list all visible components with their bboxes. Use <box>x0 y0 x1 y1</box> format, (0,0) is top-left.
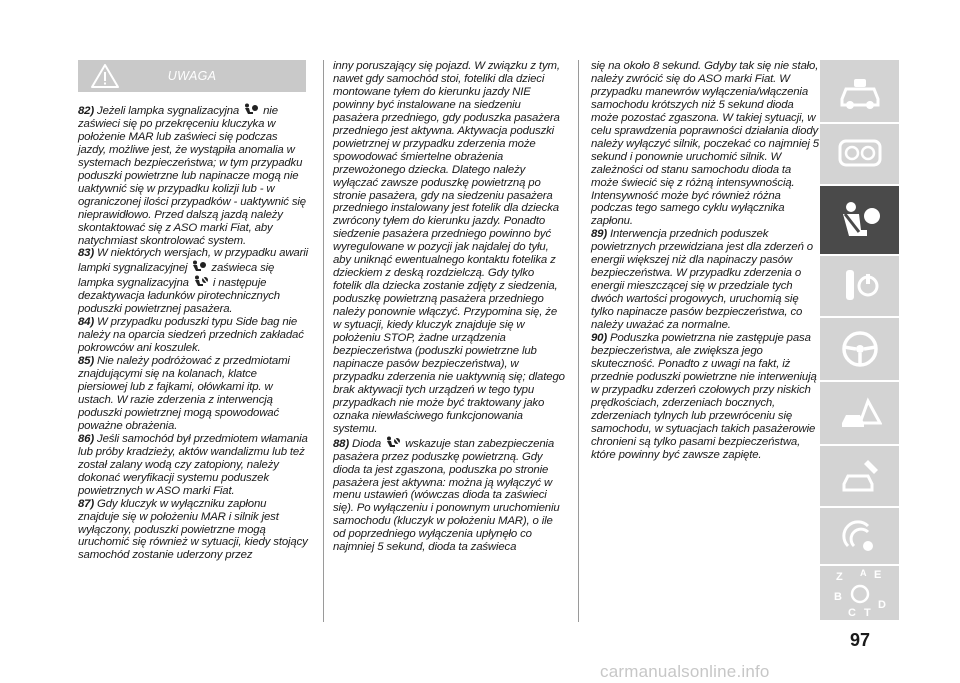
svg-text:Z: Z <box>835 571 843 583</box>
airbag-off-icon <box>385 436 401 449</box>
svg-text:D: D <box>877 599 886 611</box>
tab-safety[interactable] <box>820 186 899 254</box>
note-84: 84) W przypadku poduszki typu Side bag nie należy na oparcia siedzeń przednich zakładać pokrowców ani koszulek. <box>78 316 304 355</box>
column-2 <box>333 60 565 554</box>
warning-banner <box>78 60 306 92</box>
seatbelt-airbag-icon <box>837 200 883 240</box>
note-89: 89) Interwencja przednich poduszek powietrznych przewidziana jest dla zderzeń o energii większej niż dla napinaczy pasów bezpieczeństwa. W przypadku zderzenia o energii mieszczącej się w przedziale tych dwóch wartości progowych, uruchomią się tylko napinacze pasów bezpieczeństwa, co należy uważać za normalne. <box>591 228 813 332</box>
tab-driving[interactable] <box>820 318 899 380</box>
tab-maintenance[interactable] <box>820 446 899 506</box>
index-letters-icon <box>830 568 890 618</box>
dashboard-icon <box>837 136 883 170</box>
note-86: 86) Jeśli samochód był przedmiotem włamania lub próby kradzieży, aktów wandalizmu lub też został zalany wodą czy zatopiony, należy dokonać weryfikacji systemu poduszek powietrznych w ASO marki Fiat. <box>78 432 308 497</box>
svg-text:E: E <box>873 569 881 581</box>
column-3 <box>591 60 819 462</box>
chapter-sidebar <box>820 60 899 620</box>
steering-wheel-icon <box>840 329 880 369</box>
tab-starting[interactable] <box>820 256 899 316</box>
emergency-car-icon <box>838 393 882 433</box>
airbag-passenger-icon <box>191 260 207 273</box>
tab-dashboard[interactable] <box>820 122 899 184</box>
tab-multimedia[interactable] <box>820 508 899 564</box>
continued-text: inny poruszający się pojazd. W związku z tym, nawet gdy samochód stoi, foteliki dla dzieci montowane tyłem do kierunku jazdy NIE powinny być instalowane na siedzeniu pasażera przedniego, gdy poduszka pasażera przedniego jest aktywna. Aktywacja poduszki powietrznej w przypadku zderzenia może spowodować śmiertelne obrażenia przewożonego dziecka. Dlatego należy wyłączać zawsze poduszkę powietrzną po stronie pasażera, gdy na siedzeniu pasażera przedniego instalowany jest fotelik dla dziecka zwrócony tyłem do kierunku jazdy. Ponadto siedzenie pasażera przedniego powinno być wyregulowane w pozycji jak najdalej do tyłu, aby uniknąć ewentualnego kontaktu fotelika z dzieckiem z deską rozdzielczą. Gdy tylko fotelik dla dziecka zostanie zdjęty z siedzenia, poduszkę powietrzną pasażera przedniego należy ponownie włączyć. Przypomina się, że w sytuacji, kiedy kluczyk znajduje się w położeniu STOP, żadne urządzenia bezpieczeństwa (poduszki powietrzne lub napinacze pasów bezpieczeństwa), w przypadku zderzenia nie uaktywnią się; dlatego brak aktywacji tych urządzeń w tego typu przypadkach nie może być traktowany jako oznaka niewłaściwego funkcjonowania systemu. <box>333 60 565 435</box>
tab-index[interactable] <box>820 566 899 620</box>
multimedia-icon <box>838 516 882 556</box>
continued-text: się na około 8 sekund. Gdyby tak się nie stało, należy zwrócić się do ASO marki Fiat. W przypadku manewrów wyłączenia/włączenia samochodu krótszych niż 5 sekund dioda może pozostać zgaszona. W takiej sytuacji, w celu sprawdzenia poprawności działania diody należy wyłączyć silnik, poczekać co najmniej 5 sekund i ponownie uruchomić silnik. W zależności od stanu samochodu dioda ta może świecić się z różną intensywnością. Intensywność może być również różna podczas tego samego cyklu wyłącznika zapłonu. <box>591 60 819 228</box>
svg-text:B: B <box>833 591 842 603</box>
svg-text:A: A <box>859 568 866 578</box>
column-1 <box>78 103 308 562</box>
svg-text:T: T <box>863 607 871 618</box>
page-number: 97 <box>849 630 871 650</box>
note-90: 90) Poduszka powietrzna nie zastępuje pasa bezpieczeństwa, ale zwiększa jego skuteczność. Ponadto z uwagi na fakt, iż przednie poduszki powietrzne nie interweniują w przypadku zderzeń czołowych przy niskich prędkościach, zderzeniach bocznych, zderzeniach tylnych lub przewróceniu się samochodu, w sytuacjach takich pasażerowie chronieni są tylko pasami bezpieczeństwa, które powinny być zawsze zapięte. <box>591 332 817 461</box>
note-83: 83) W niektórych wersjach, w przypadku awarii lampki sygnalizacyjnej zaświeca się lampka sygnalizacyjna i następuje dezaktywacja ładunków pirotechnicznych poduszki powietrznej pasażera. <box>78 247 309 316</box>
watermark: carmanualsonline.info <box>600 662 770 681</box>
maintenance-icon <box>838 456 882 496</box>
svg-text:C: C <box>847 607 856 618</box>
tab-emergency[interactable] <box>820 382 899 444</box>
airbag-passenger-icon <box>243 103 259 116</box>
tab-car-info[interactable] <box>820 60 899 128</box>
car-info-icon <box>838 77 882 111</box>
note-87: 87) Gdy kluczyk w wyłączniku zapłonu znajduje się w położeniu MAR i silnik jest wyłączony, poduszki powietrzne mogą uruchomić się również w sytuacji, kiedy stojący samochód zostanie uderzony przez <box>78 497 308 562</box>
airbag-off-icon <box>193 275 209 288</box>
note-82: 82) Jeżeli lampka sygnalizacyjna nie zaświeci się po przekręceniu kluczyka w położenie MAR lub zaświeci się podczas jazdy, możliwe jest, że wystąpiła anomalia w systemach bezpieczeństwa; w tym przypadku poduszki powietrzne lub napinacze mogą nie uaktywnić się w przypadku kolizji lub - w ograniczonej ilości przypadków - uaktywnić się nieprawidłowo. Przed dalszą jazdą należy skontaktować się z ASO marki Fiat, aby natychmiast skontrolować system. <box>78 105 306 247</box>
note-85: 85) Nie należy podróżować z przedmiotami znajdującymi się na kolanach, klatce piersiowej lub z fajkami, ołówkami itp. w ustach. W razie zderzenia z interwencją poduszki powietrznej mogą spowodować poważne obrażenia. <box>78 355 290 432</box>
note-88: 88) Dioda wskazuje stan zabezpieczenia pasażera przez poduszkę powietrzną. Gdy dioda ta jest zgaszona, poduszka po stronie pasażera jest aktywna: można ją wyłączyć w menu ustawień (wówczas dioda ta zaświeci się). Po wyłączeniu i ponownym uruchomieniu samochodu (kluczyk w położeniu MAR), o ile od poprzedniego wyłączenia upłynęło co najmniej 5 sekund, dioda ta zaświeca <box>333 437 560 554</box>
column-divider <box>578 60 579 622</box>
column-divider <box>323 60 324 622</box>
key-start-icon <box>840 266 880 306</box>
warning-title: UWAGA <box>167 69 217 83</box>
